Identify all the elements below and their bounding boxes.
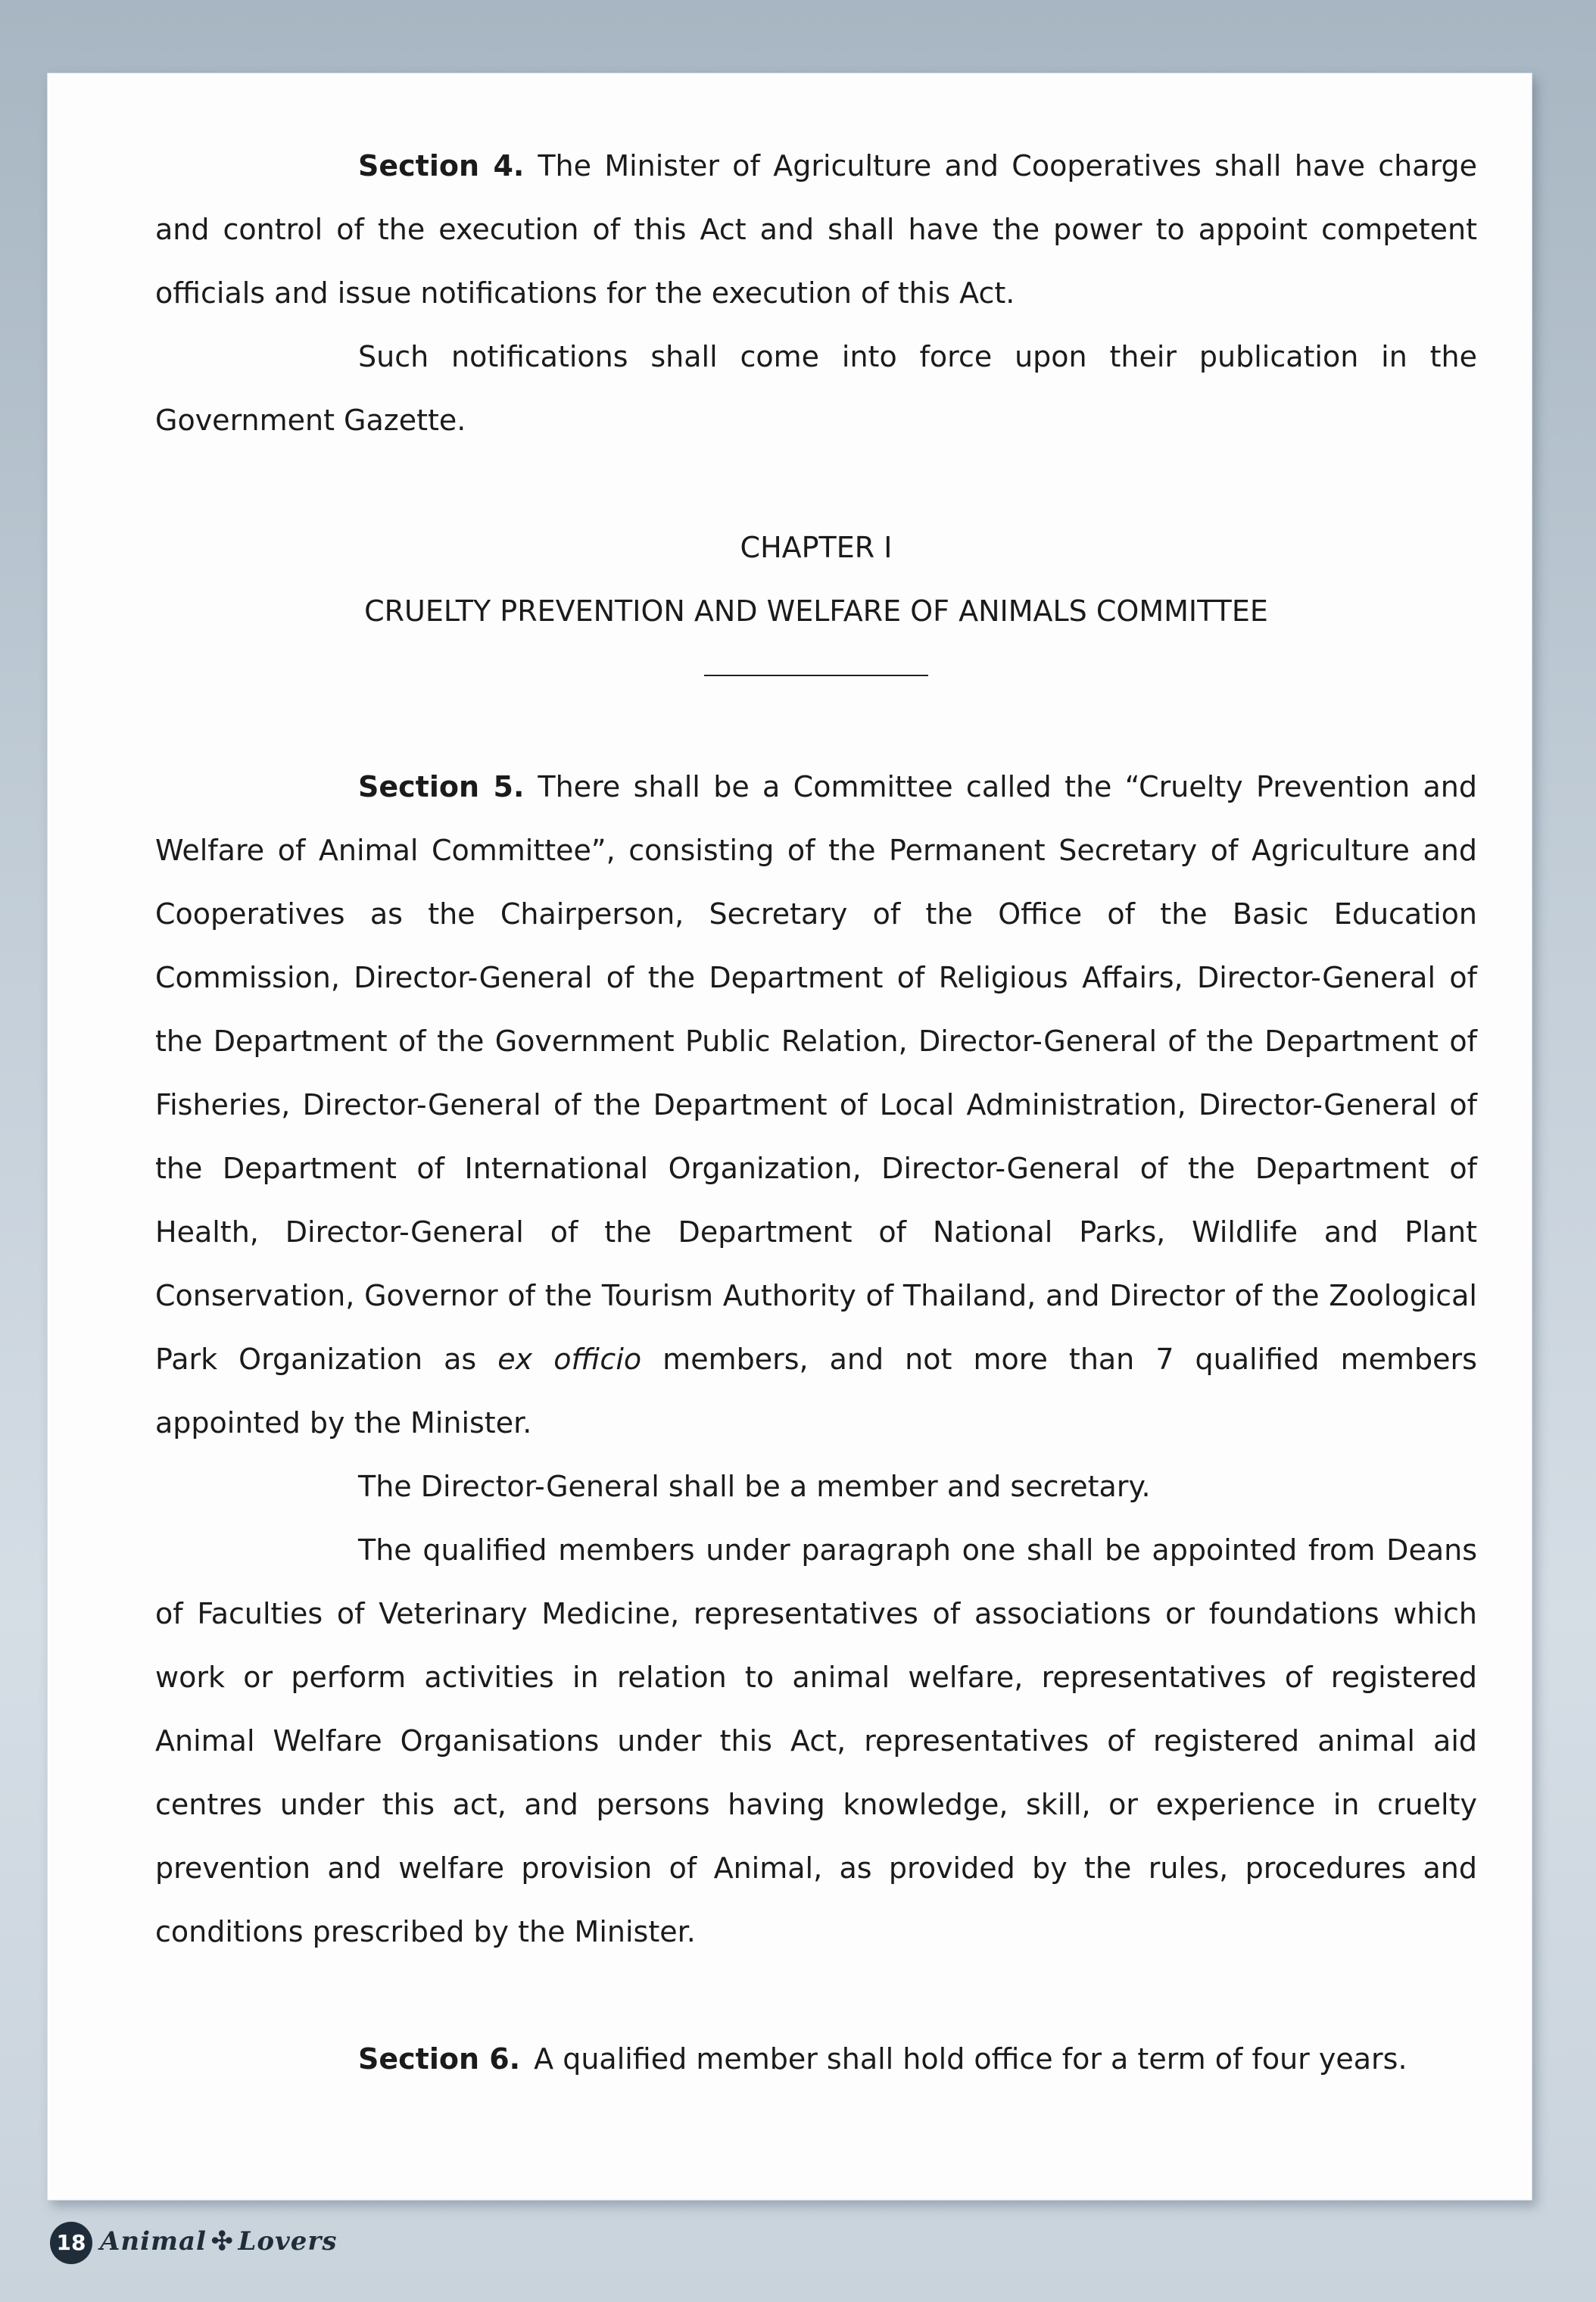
page-number-badge: 18 — [50, 2222, 92, 2264]
paw-icon: ✣ — [210, 2226, 234, 2257]
chapter-title: CRUELTY PREVENTION AND WELFARE OF ANIMALS COMMITTEE — [364, 594, 1268, 628]
section-5-label: Section 5. — [358, 770, 525, 803]
section-6-text: A qualified member shall hold office for a term of four years. — [534, 2042, 1407, 2076]
brand-text-right: Lovers — [238, 2226, 338, 2257]
section-5-italic-term: ex officio — [497, 1343, 642, 1376]
chapter-number: CHAPTER I — [740, 531, 893, 564]
section-5-text-end: members, and not more than 7 qualified members appointed by the Minister. — [155, 1343, 1477, 1440]
section-4-text: The Minister of Agriculture and Cooperatives shall have charge and control of the execution of this Act and shall have the power to appoint competent officials and issue notifications for the execution of this Act. — [155, 149, 1477, 310]
brand-text-left: Animal — [100, 2226, 207, 2257]
document-body — [155, 134, 1477, 2091]
section-5-paragraph — [155, 755, 1477, 1455]
section-6-paragraph — [155, 2027, 1477, 2091]
section-4-paragraph — [155, 134, 1477, 325]
section-5-paragraph-2: The Director-General shall be a member and secretary. — [358, 1470, 1151, 1503]
section-5-text: There shall be a Committee called the “Cruelty Prevention and Welfare of Animal Committee”, consisting of the Permanent Secretary of Agriculture and Cooperatives as the Chairperson, Secretary of the Office of the Basic Education Commission, Director-General of the Department of Religious Affairs, Director-General of the Department of the Government Public Relation, Director-General of the Department of Fisheries, Director-General of the Department of Local Administration, Director-General of the Department of International Organization, Director-General of the Department of Health, Director-General of the Department of National Parks, Wildlife and Plant Conservation, Governor of the Tourism Authority of Thailand, and Director of the Zoological Park Organization as — [155, 770, 1477, 1376]
section-6-label: Section 6. — [358, 2042, 521, 2076]
brand-logo — [100, 2226, 337, 2257]
section-4-paragraph-2: Such notifications shall come into force upon their publication in the Government Gazette. — [155, 340, 1477, 437]
section-4-label: Section 4. — [358, 149, 525, 182]
section-5-paragraph-3: The qualified members under paragraph one shall be appointed from Deans of Faculties of Veterinary Medicine, representatives of associations or foundations which work or perform activities in relation to animal welfare, representatives of registered Animal Welfare Organisations under this Act, representatives of registered animal aid centres under this act, and persons having knowledge, skill, or experience in cruelty prevention and welfare provision of Animal, as provided by the rules, procedures and conditions prescribed by the Minister. — [155, 1533, 1477, 1948]
document-page — [47, 73, 1532, 2201]
